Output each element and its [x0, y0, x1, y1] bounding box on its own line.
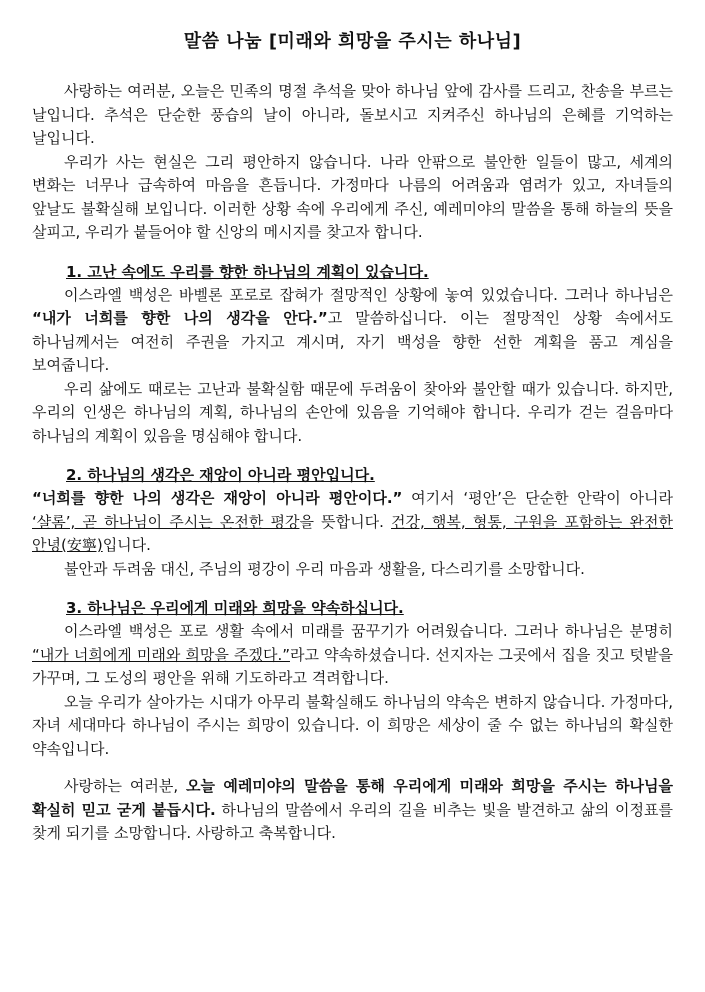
- wellbeing-underlined-text: 건강, 행복, 형통, 구원을 포함하는 완전한 안녕(安寧): [32, 512, 673, 554]
- shalom-underlined-text: ‘샬롬’, 곧 하나님이 주시는 온전한 평강: [32, 512, 300, 531]
- section-2-heading: 2. 하나님의 생각은 재앙이 아니라 평안입니다.: [66, 466, 375, 484]
- promise-underlined-quote: “내가 너희에게 미래와 희망을 주겠다.”: [32, 645, 290, 664]
- section-3-paragraph-1: 이스라엘 백성은 포로 생활 속에서 미래를 꿈꾸기가 어려웠습니다. 그러나 하나님은 분명히 “내가 너희에게 미래와 희망을 주겠다.”라고 약속하셨습니다. 선지자는 그곳에서 집을 짓고 텃밭을 가꾸며, 그 도성의 평안을 위해 기도하라고 격려합니다.: [32, 622, 673, 687]
- section-1-quote: “내가 너희를 향한 나의 생각을 안다.”: [32, 309, 328, 327]
- section-3-heading: 3. 하나님은 우리에게 미래와 희망을 약속하십니다.: [66, 599, 404, 617]
- section-2-quote: “너희를 향한 나의 생각은 재앙이 아니라 평안이다.”: [32, 489, 403, 507]
- section-1-paragraph-2: 우리 삶에도 때로는 고난과 불확실함 때문에 두려움이 찾아와 불안할 때가 있습니다. 하지만, 우리의 인생은 하나님의 계획, 하나님의 손안에 있음을 기억해야 합니다. 우리가 걷는 걸음마다 하나님의 계획이 있음을 명심해야 합니다.: [32, 379, 673, 445]
- closing-paragraph: 사랑하는 여러분, 오늘 예레미야의 말씀을 통해 우리에게 미래와 희망을 주시는 하나님을 확실히 믿고 굳게 붙듭시다. 하나님의 말씀에서 우리의 길을 비추는 빛을 발견하고 삶의 이정표를 찾게 되기를 소망합니다. 사랑하고 축복합니다.: [32, 777, 673, 842]
- section-1: [32, 260, 673, 449]
- intro-paragraph-2: 우리가 사는 현실은 그리 평안하지 않습니다. 나라 안팎으로 불안한 일들이 많고, 세계의 변화는 너무나 급속하여 마음을 흔듭니다. 가정마다 나름의 어려움과 염려가 있고, 자녀들의 앞날도 불확실해 보입니다. 이러한 상황 속에 우리에게 주신, 예레미야의 말씀을 통해 하늘의 뜻을 살피고, 우리가 붙들어야 할 신앙의 메시지를 찾고자 합니다.: [32, 152, 673, 241]
- section-3: [32, 596, 673, 761]
- section-2-paragraph-2: 불안과 두려움 대신, 주님의 평강이 우리 마음과 생활을, 다스리기를 소망합니다.: [64, 559, 585, 578]
- closing-bold-text: 오늘 예레미야의 말씀을 통해 우리에게 미래와 희망을 주시는 하나님을 확실히 믿고 굳게 붙듭시다.: [32, 777, 673, 819]
- section-2: [32, 463, 673, 581]
- section-3-paragraph-2: 오늘 우리가 살아가는 시대가 아무리 불확실해도 하나님의 약속은 변하지 않습니다. 가정마다, 자녀 세대마다 하나님이 주시는 희망이 있습니다. 이 희망은 세상이 줄 수 없는 하나님의 확실한 약속입니다.: [32, 692, 673, 758]
- section-1-heading: 1. 고난 속에도 우리를 향한 하나님의 계획이 있습니다.: [66, 262, 429, 281]
- section-1-paragraph-1: 이스라엘 백성은 바벨론 포로로 잡혀가 절망적인 상황에 놓여 있었습니다. 그러나 하나님은 “내가 너희를 향한 나의 생각을 안다.”고 말씀하십니다. 이는 절망적인 상황 속에서도 하나님께서는 여전히 주권을 가지고 계시며, 자기 백성을 향한 선한 계획을 품고 계심을 보여줍니다.: [32, 285, 673, 374]
- section-2-paragraph-1: “너희를 향한 나의 생각은 재앙이 아니라 평안이다.” 여기서 ‘평안’은 단순한 안락이 아니라 ‘샬롬’, 곧 하나님이 주시는 온전한 평강을 뜻합니다. 건강, 행복, 형통, 구원을 포함하는 완전한 안녕(安寧)입니다.: [32, 489, 673, 554]
- page-title: 말씀 나눔 [미래와 희망을 주시는 하나님]: [183, 31, 522, 52]
- intro-paragraph-1: 사랑하는 여러분, 오늘은 민족의 명절 추석을 맞아 하나님 앞에 감사를 드리고, 찬송을 부르는 날입니다. 추석은 단순한 풍습의 날이 아니라, 돌보시고 지켜주신 하나님의 은혜를 기억하는 날입니다.: [32, 82, 673, 147]
